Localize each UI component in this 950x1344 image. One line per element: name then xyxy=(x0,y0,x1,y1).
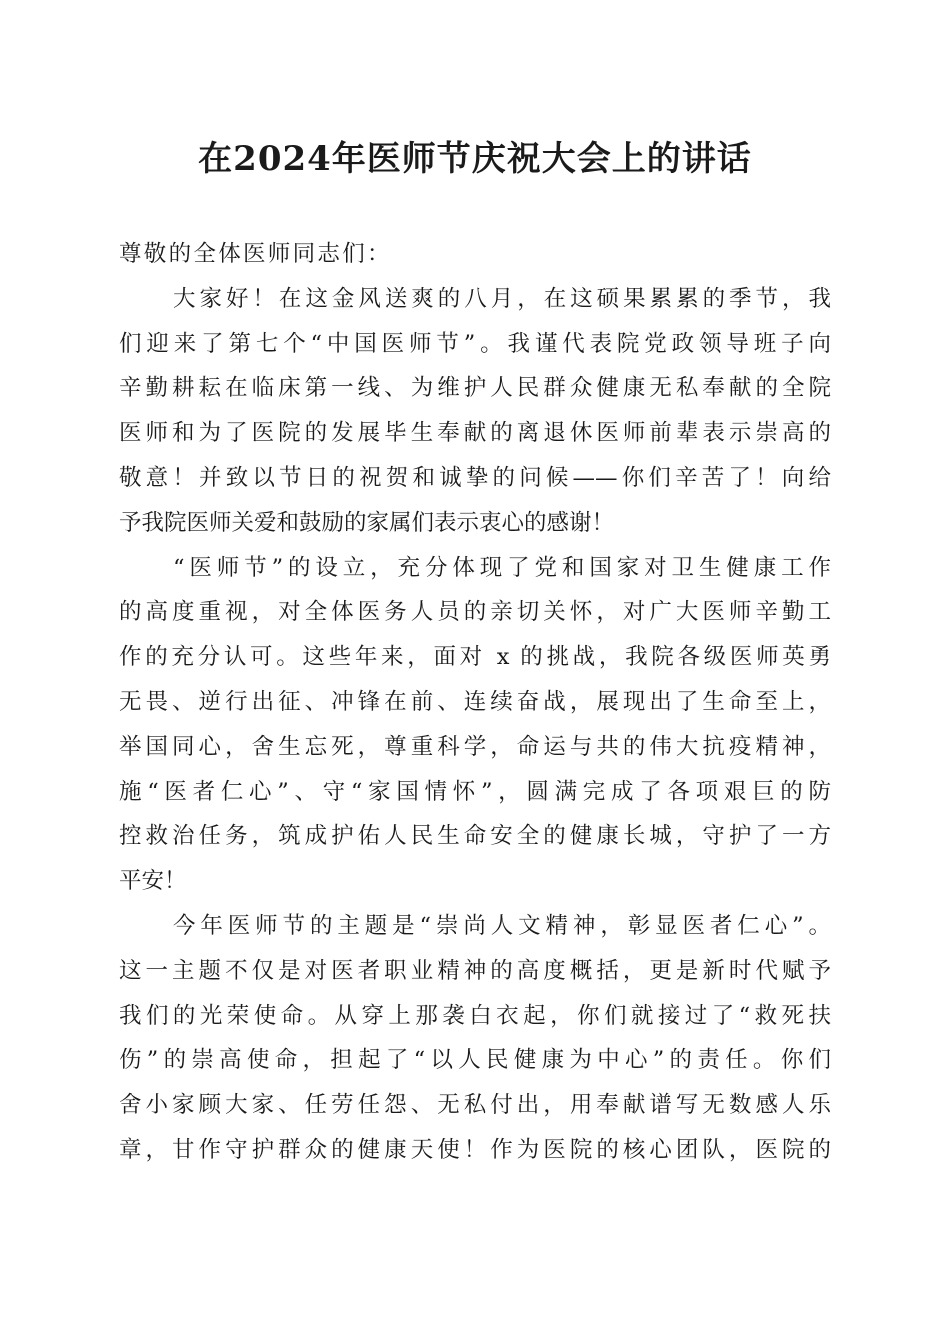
paragraph-line: “医师节”的设立，充分体现了党和国家对卫生健康工作 xyxy=(173,554,831,581)
paragraph-line: 平安！ xyxy=(119,868,187,895)
paragraph-line: 无畏、逆行出征、冲锋在前、连续奋战，展现出了生命至上， xyxy=(119,688,831,715)
paragraph-line: 我们的光荣使命。从穿上那袭白衣起，你们就接过了“救死扶 xyxy=(119,1002,831,1029)
paragraph-line: 控救治任务，筑成护佑人民生命安全的健康长城，守护了一方 xyxy=(119,823,831,850)
salutation: 尊敬的全体医师同志们： xyxy=(119,241,392,267)
paragraph-line: 施“医者仁心”、守“家国情怀”，圆满完成了各项艰巨的防 xyxy=(119,778,831,805)
paragraph-line: 伤”的崇高使命，担起了“以人民健康为中心”的责任。你们 xyxy=(119,1047,831,1074)
paragraph-3 xyxy=(119,904,831,1173)
document-body xyxy=(119,232,831,1173)
paragraph-1 xyxy=(119,277,831,546)
paragraph-line: 医师和为了医院的发展毕生奉献的离退休医师前辈表示崇高的 xyxy=(119,420,831,447)
paragraph-line: 今年医师节的主题是“崇尚人文精神，彰显医者仁心”。 xyxy=(173,912,831,939)
paragraph-line: 们迎来了第七个“中国医师节”。我谨代表院党政领导班子向 xyxy=(119,330,831,357)
paragraph-line: 予我院医师关爱和鼓励的家属们表示衷心的感谢！ xyxy=(119,509,615,536)
paragraph-line: 的高度重视，对全体医务人员的亲切关怀，对广大医师辛勤工 xyxy=(119,599,831,626)
paragraph-line: 举国同心，舍生忘死，尊重科学，命运与共的伟大抗疫精神， xyxy=(119,733,831,760)
paragraph-2 xyxy=(119,546,831,904)
paragraph-line: 大家好！在这金风送爽的八月，在这硕果累累的季节，我 xyxy=(173,285,831,312)
paragraph-line: 作的充分认可。这些年来，面对 x 的挑战，我院各级医师英勇 xyxy=(119,644,831,671)
document-title: 在2024年医师节庆祝大会上的讲话 xyxy=(198,139,752,179)
paragraph-line: 敬意！并致以节日的祝贺和诚挚的问候——你们辛苦了！向给 xyxy=(119,464,831,491)
paragraph-line: 辛勤耕耘在临床第一线、为维护人民群众健康无私奉献的全院 xyxy=(119,375,831,402)
paragraph-line: 章，甘作守护群众的健康天使！作为医院的核心团队，医院的 xyxy=(119,1136,831,1163)
paragraph-line: 这一主题不仅是对医者职业精神的高度概括，更是新时代赋予 xyxy=(119,957,831,984)
paragraph-line: 舍小家顾大家、任劳任怨、无私付出，用奉献谱写无数感人乐 xyxy=(119,1092,831,1119)
